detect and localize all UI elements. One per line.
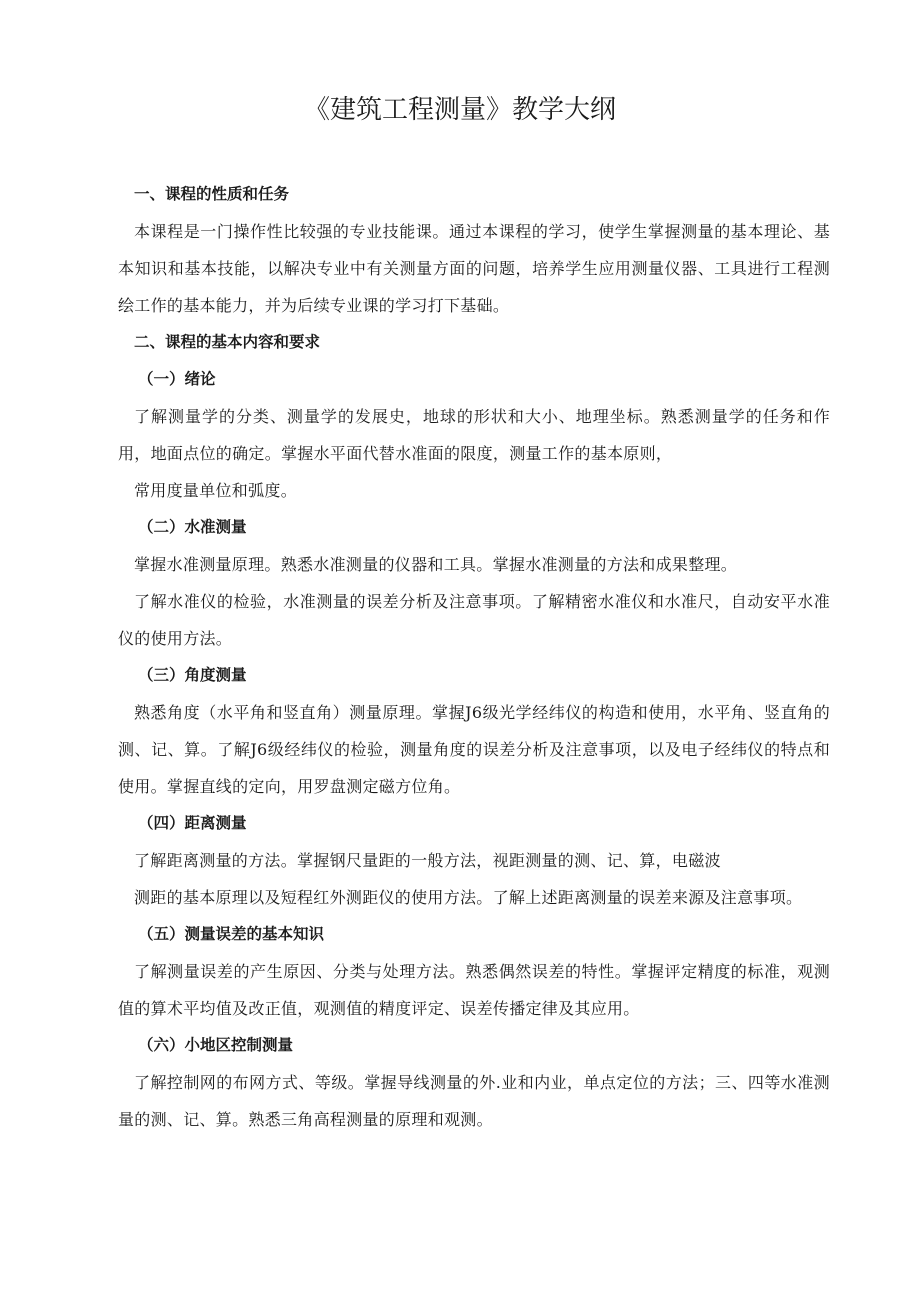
section-1-paragraph: 本课程是一门操作性比较强的专业技能课。通过本课程的学习，使学生掌握测量的基本理论、基本知识和基本技能，以解决专业中有关测量方面的问题，培养学生应用测量仪器、工具进行工程测绘工作的基本能力，并为后续专业课的学习打下基础。: [118, 222, 830, 315]
subsection-heading-intro: （一）绪论: [138, 370, 216, 388]
document-body: [118, 176, 830, 1138]
subsection-leveling-paragraph-2: 了解水准仪的检验，水准测量的误差分析及注意事项。了解精密水准仪和水准尺，自动安平水准仪的使用方法。: [118, 592, 830, 648]
subsection-heading-angle: （三）角度测量: [138, 666, 247, 684]
subsection-heading-distance: （四）距离测量: [138, 814, 247, 832]
subsection-heading-error: （五）测量误差的基本知识: [138, 925, 325, 943]
subsection-intro-paragraph-2: 常用度量单位和弧度。: [134, 481, 298, 500]
subsection-distance-paragraph-2: 测距的基本原理以及短程红外测距仪的使用方法。了解上述距离测量的误差来源及注意事项。: [134, 888, 803, 907]
subsection-intro-paragraph-1: 了解测量学的分类、测量学的发展史，地球的形状和大小、地理坐标。熟悉测量学的任务和作用，地面点位的确定。掌握水平面代替水准面的限度，测量工作的基本原则，: [118, 407, 830, 463]
section-heading-2: 二、课程的基本内容和要求: [134, 333, 321, 351]
subsection-control-paragraph-1: 了解控制网的布网方式、等级。掌握导线测量的外.业和内业，单点定位的方法；三、四等水准测量的测、记、算。熟悉三角高程测量的原理和观测。: [118, 1073, 830, 1129]
subsection-leveling-paragraph-1: 掌握水准测量原理。熟悉水准测量的仪器和工具。掌握水准测量的方法和成果整理。: [134, 555, 738, 574]
page-title: 《建筑工程测量》教学大纲: [303, 95, 616, 125]
subsection-distance-paragraph-1: 了解距离测量的方法。掌握钢尺量距的一般方法，视距测量的测、记、算，电磁波: [134, 851, 721, 870]
section-heading-1: 一、课程的性质和任务: [134, 185, 290, 203]
subsection-angle-paragraph-1: 熟悉角度（水平角和竖直角）测量原理。掌握J6级光学经纬仪的构造和使用，水平角、竖直角的测、记、算。了解J6级经纬仪的检验，测量角度的误差分析及注意事项，以及电子经纬仪的特点和使用。掌握直线的定向，用罗盘测定磁方位角。: [118, 703, 830, 796]
subsection-heading-leveling: （二）水准测量: [138, 518, 247, 536]
subsection-heading-control: （六）小地区控制测量: [138, 1036, 294, 1054]
subsection-error-paragraph-1: 了解测量误差的产生原因、分类与处理方法。熟悉偶然误差的特性。掌握评定精度的标准，观测值的算术平均值及改正值，观测值的精度评定、误差传播定律及其应用。: [118, 962, 830, 1018]
